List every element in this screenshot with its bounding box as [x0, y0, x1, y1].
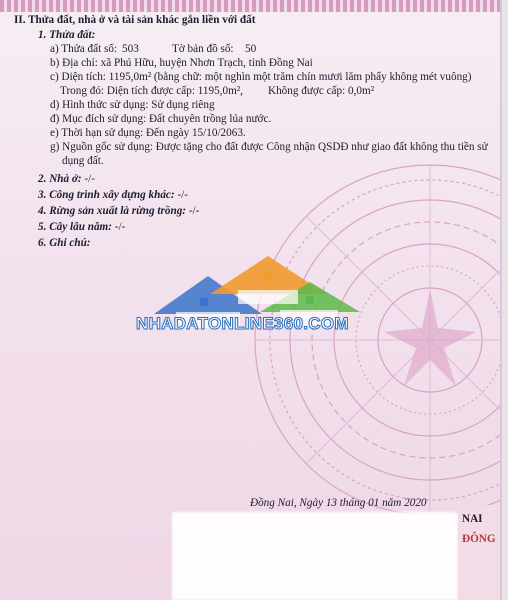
- section-header: II. Thửa đất, nhà ở và tài sản khác gắn liền với đất: [14, 14, 256, 26]
- stamp-text-2: ĐÔNG: [462, 533, 496, 545]
- use-origin-line1: g) Nguồn gốc sử dụng: Được tặng cho đất được Công nhận QSDĐ như giao đất không thu tiền sử: [50, 141, 488, 153]
- house-value: -/-: [81, 173, 95, 185]
- forest-line: [38, 204, 199, 218]
- map-value: 50: [245, 43, 257, 55]
- perennial-value: -/-: [111, 221, 126, 233]
- construction-line: [38, 188, 188, 202]
- place-date: Đồng Nai, Ngày 13 tháng 01 năm 2020: [250, 497, 427, 509]
- forest-label: 4. Rừng sản xuất là rừng trồng:: [38, 205, 187, 217]
- house-line: [38, 172, 95, 186]
- area-not-issued: Không được cấp: 0,0m²: [268, 85, 375, 97]
- use-form: d) Hình thức sử dụng: Sử dụng riêng: [50, 99, 215, 111]
- note-label: 6. Ghi chú:: [38, 237, 91, 249]
- parcel-value: 503: [122, 43, 139, 55]
- perennial-line: [38, 220, 125, 234]
- construction-value: -/-: [174, 189, 188, 201]
- redacted-area: [172, 512, 458, 600]
- use-term: e) Thời hạn sử dụng: Đến ngày 15/10/2063.: [50, 127, 246, 139]
- bronze-drum-pattern: [250, 160, 500, 520]
- house-label: 2. Nhà ở:: [38, 173, 82, 185]
- land-title: 1. Thửa đất:: [38, 29, 96, 41]
- area: c) Diện tích: 1195,0m² (bằng chữ: một nghìn một trăm chín mươi lăm phẩy không mét vuông): [50, 71, 472, 83]
- forest-value: -/-: [186, 205, 200, 217]
- stamp-text-1: NAI: [462, 513, 483, 525]
- construction-label: 3. Công trình xây dựng khác:: [38, 189, 175, 201]
- decorative-border: [0, 0, 500, 12]
- area-issued: Trong đó: Diện tích được cấp: 1195,0m²,: [60, 85, 243, 97]
- watermark-text: NHADATONLINE360.COM: [136, 314, 349, 333]
- map-label: Tờ bản đồ số:: [172, 43, 234, 55]
- use-origin-line2: dụng đất.: [62, 155, 104, 167]
- parcel-label: a) Thửa đất số:: [50, 43, 118, 55]
- use-purpose: đ) Mục đích sử dụng: Đất chuyên trồng lúa nước.: [50, 113, 272, 125]
- perennial-label: 5. Cây lâu năm:: [38, 221, 112, 233]
- address: b) Địa chỉ: xã Phú Hữu, huyện Nhơn Trạch, tỉnh Đồng Nai: [50, 57, 313, 69]
- note-line: [38, 236, 91, 250]
